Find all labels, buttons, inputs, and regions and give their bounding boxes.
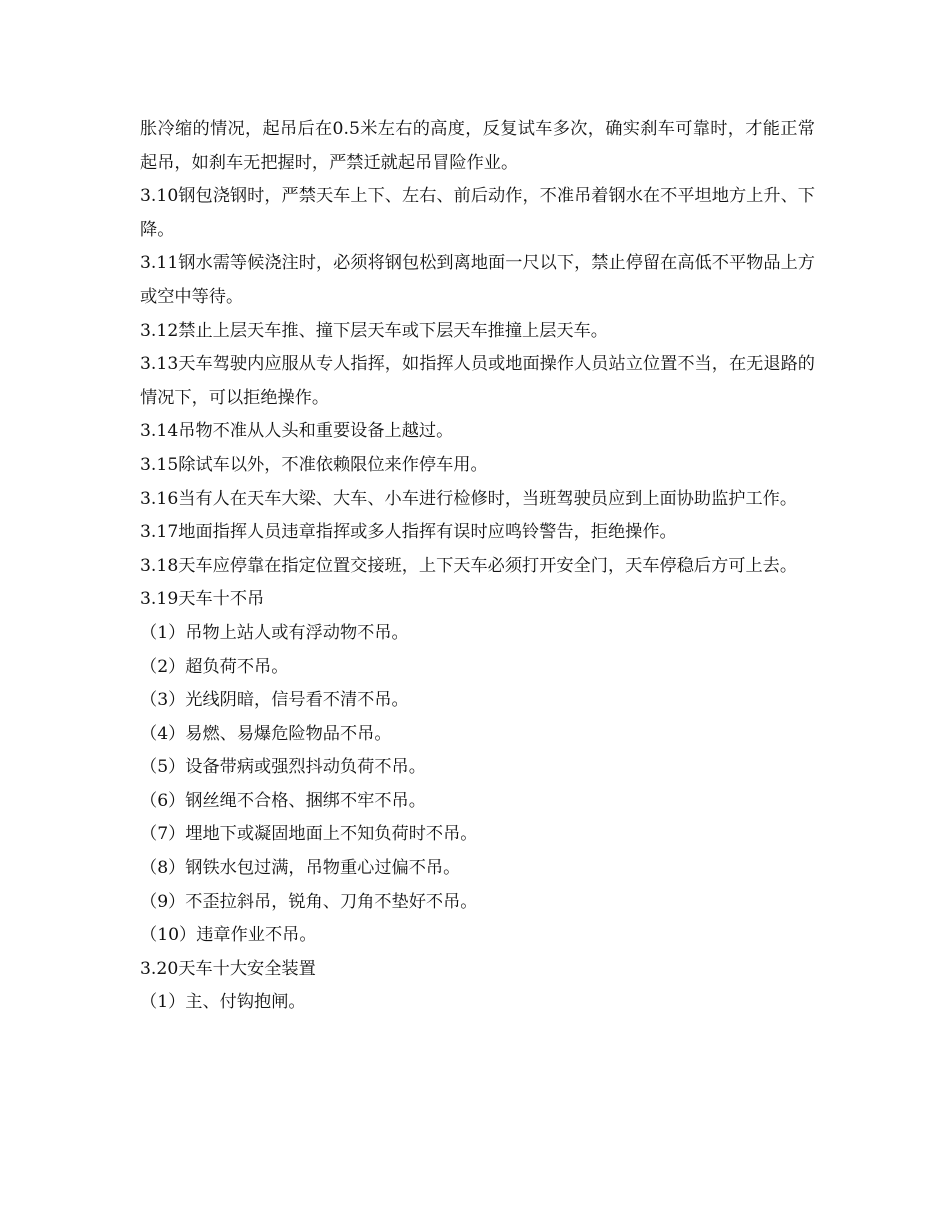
list-item-5: （5）设备带病或强烈抖动负荷不吊。 <box>140 757 426 778</box>
list-item-9: （9）不歪拉斜吊，锐角、刀角不垫好不吊。 <box>140 891 478 912</box>
paragraph-3-13: 3.13天车驾驶内应服从专人指挥，如指挥人员或地面操作人员站立位置不当，在无退路的情况下，可以拒绝操作。 <box>140 354 815 408</box>
paragraph-3-14: 3.14吊物不准从人头和重要设备上越过。 <box>140 421 454 442</box>
paragraph-3-11: 3.11钢水需等候浇注时，必须将钢包松到离地面一尺以下，禁止停留在高低不平物品上方或空中等待。 <box>140 253 815 307</box>
paragraph-3-10: 3.10钢包浇钢时，严禁天车上下、左右、前后动作，不准吊着钢水在不平坦地方上升、下降。 <box>140 186 815 240</box>
list-item-3: （3）光线阴暗，信号看不清不吊。 <box>140 690 409 711</box>
list-item-1: （1）吊物上站人或有浮动物不吊。 <box>140 622 409 643</box>
document-body <box>140 113 815 1020</box>
list-item-10: （10）违章作业不吊。 <box>140 925 317 946</box>
list-item-1-brakes: （1）主、付钩抱闸。 <box>140 992 306 1013</box>
paragraph-3-16: 3.16当有人在天车大梁、大车、小车进行检修时，当班驾驶员应到上面协助监护工作。 <box>140 488 798 509</box>
paragraph-3-17: 3.17地面指挥人员违章指挥或多人指挥有误时应鸣铃警告，拒绝操作。 <box>140 522 677 543</box>
paragraph-continuation: 胀冷缩的情况，起吊后在0.5米左右的高度，反复试车多次，确实刹车可靠时，才能正常起吊，如刹车无把握时，严禁迁就起吊冒险作业。 <box>140 119 815 173</box>
list-item-8: （8）钢铁水包过满，吊物重心过偏不吊。 <box>140 858 461 879</box>
paragraph-3-15: 3.15除试车以外，不准依赖限位来作停车用。 <box>140 454 488 475</box>
section-heading-3-20: 3.20天车十大安全装置 <box>140 958 316 979</box>
paragraph-3-18: 3.18天车应停靠在指定位置交接班，上下天车必须打开安全门，天车停稳后方可上去。 <box>140 555 798 576</box>
list-item-2: （2）超负荷不吊。 <box>140 656 289 677</box>
list-item-7: （7）埋地下或凝固地面上不知负荷时不吊。 <box>140 824 478 845</box>
section-heading-3-19: 3.19天车十不吊 <box>140 589 265 610</box>
list-item-6: （6）钢丝绳不合格、捆绑不牢不吊。 <box>140 790 426 811</box>
paragraph-3-12: 3.12禁止上层天车推、撞下层天车或下层天车推撞上层天车。 <box>140 320 608 341</box>
list-item-4: （4）易燃、易爆危险物品不吊。 <box>140 723 392 744</box>
